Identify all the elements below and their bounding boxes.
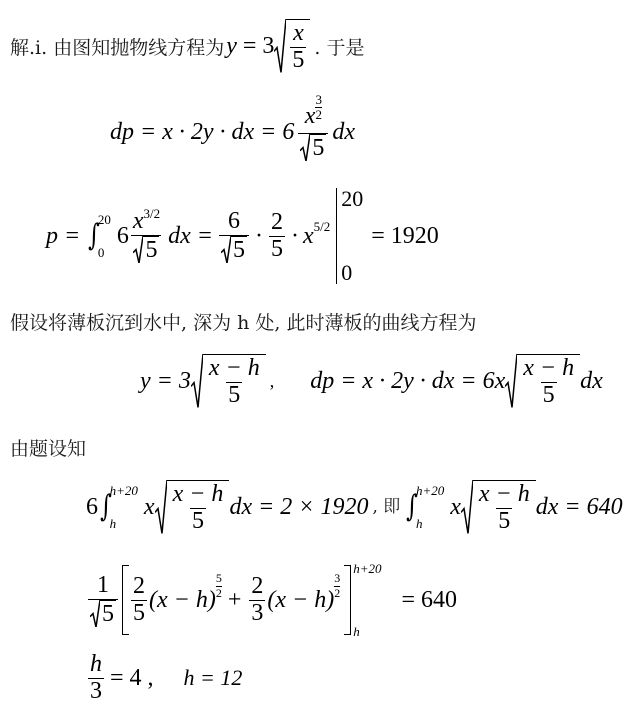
line-3-integral: p = ∫ 20 0 6 $\frac{x^{3/2}}{5}$ dx = $\frac{6}{5}$ · $\frac{2}{5}$ · x 5/2 20 0 = 1920 <box>46 186 439 285</box>
integral-sign: ∫ <box>99 489 112 524</box>
line-5-equations: y = 3 $\frac{x - h}{5}$ , dp = x · 2y · dx = 6x $\frac{x - h}{5}$ dx <box>140 355 603 408</box>
line-7-condition: 6 ∫ h+20 h x $\frac{x - h}{5}$ dx = 2 × 1920 , 即 ∫ h+20 h x $\frac{x - h}{5}$ dx = 640 <box>86 481 623 534</box>
line-9-solution: $\frac{h}{3}$ = 4 , h = 12 <box>90 651 243 704</box>
line-1 <box>10 18 365 74</box>
sqrt: $\frac{x}{5}$ <box>274 19 310 72</box>
integral-sign: ∫ <box>406 489 418 524</box>
line-2-dp: dp = x · 2y · dx = 6 x $\frac{3}{2}$ 5 dx <box>110 92 356 161</box>
line-6-text: 由题设知 <box>10 438 87 460</box>
line-4-text: 假设将薄板沉到水中, 深为 h 处, 此时薄板的曲线方程为 <box>10 312 477 334</box>
evaluation-bar: 20 0 <box>336 188 363 284</box>
line-8-antiderivative: $\frac{1}{5}$ $\frac{2}{5}$ (x − h) 5 2 + $\frac{2}{3}$ (x − h) 3 2 h+20 h = 640 <box>86 560 457 640</box>
then-text: . 于是 <box>314 36 365 59</box>
integral-sign: ∫ <box>88 218 100 253</box>
final-answer: h = 12 <box>183 665 243 690</box>
right-bracket <box>344 565 351 635</box>
intro-text: 解.i. 由图知抛物线方程为 <box>10 36 225 59</box>
left-bracket <box>122 565 129 635</box>
parabola-equation: y = 3 $\frac{x}{5}$ <box>226 19 310 72</box>
fraction: x $\frac{3}{2}$ 5 <box>298 103 328 161</box>
